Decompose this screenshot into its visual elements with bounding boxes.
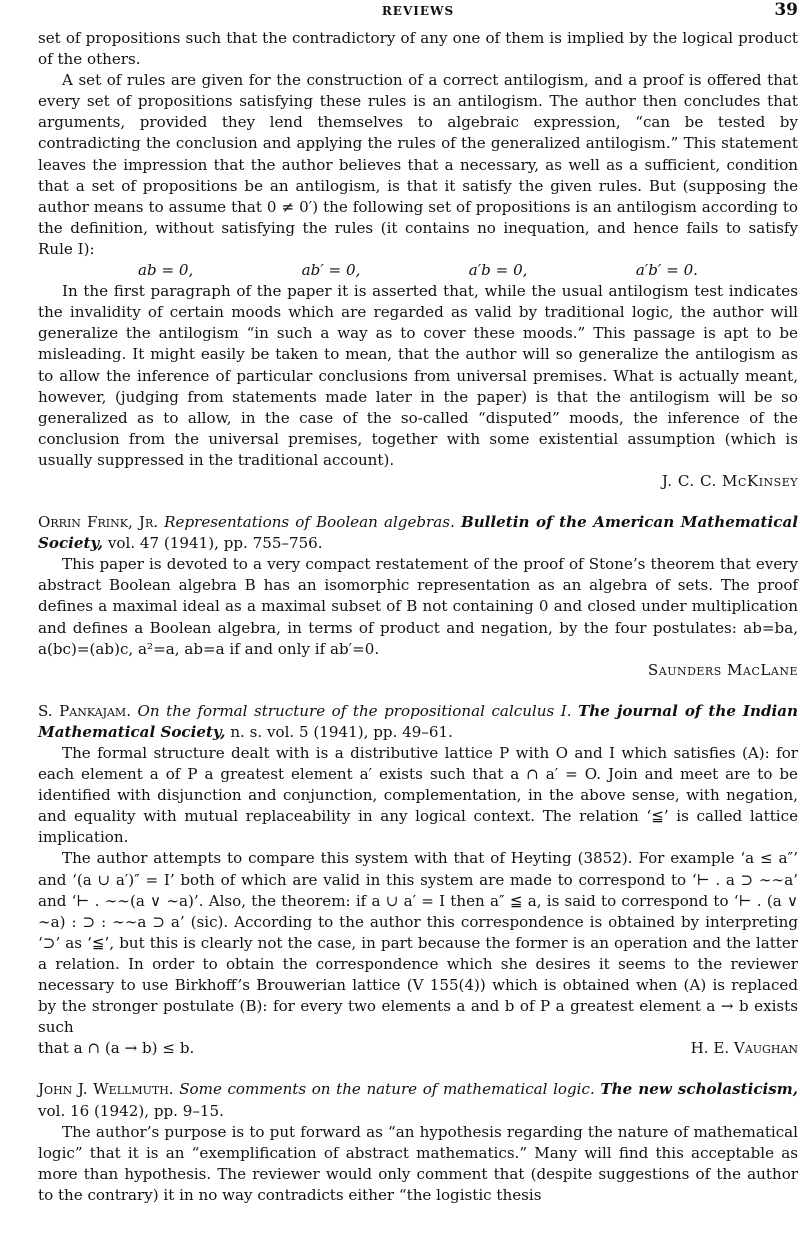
review-journal: The journal of the Indian Mathematical Society, — [38, 701, 798, 741]
review-author: Orrin Frink, Jr. — [38, 513, 159, 532]
formula-row — [38, 260, 798, 281]
formula: a′b′ = 0. — [635, 261, 698, 280]
review-mckinsey — [38, 28, 798, 492]
formula: ab′ = 0, — [301, 261, 361, 280]
review-pankajam — [38, 701, 798, 1060]
page-header — [38, 0, 798, 28]
review-frink — [38, 512, 798, 681]
running-head: REVIEWS — [381, 4, 455, 18]
closing-text: that a ∩ (a → b) ≤ b. — [38, 1039, 195, 1058]
review-citation — [38, 701, 798, 743]
review-author: S. Pankajam. — [38, 701, 131, 720]
paragraph: This paper is devoted to a very compact restatement of the proof of Stone’s theorem that every abstract Boolean algebra B has an isomorphic representation as an algebra of sets. The proof defines a maximal ideal as a maximal subset of B not containing 0 and closed under multiplication and defines a Boolean algebra, in terms of product and negation, by the four postulates: ab=ba, a(bc)=(ab)c, a²=a, ab=a if and only if ab′=0. — [38, 555, 798, 658]
paragraph: set of propositions such that the contradictory of any one of them is implied by the logical product of the others. — [38, 29, 798, 69]
review-citation — [38, 512, 798, 554]
review-volume: vol. 16 (1942), pp. 9–15. — [38, 1101, 224, 1120]
page — [38, 0, 798, 1206]
closing-line — [38, 1038, 798, 1059]
review-citation — [38, 1079, 798, 1121]
review-volume: vol. 47 (1941), pp. 755–756. — [107, 534, 323, 553]
page-number: 39 — [774, 0, 798, 20]
paragraph: The formal structure dealt with is a distributive lattice P with O and I which satisfies (A): for each element a of P a greatest element a′ exists such that a ∩ a′ = O. Join and meet are to be identified with disjunction and conjunction, complementation, in the above sense, with negation, and equality with mutual replaceability in any logical context. The relation ‘≦’ is called lattice implication. — [38, 744, 798, 847]
review-volume: n. s. vol. 5 (1941), pp. 49–61. — [230, 722, 453, 741]
paragraph: The author attempts to compare this system with that of Heyting (3852). For example ‘a ≤ a″’ and ‘(a ∪ a′)″ = I’ both of which are valid in this system are made to correspond to ‘⊢ . a ⊃ ∼∼a’ and ‘⊢ . ∼∼(a ∨ ∼a)’. Also, the theorem: if a ∪ a′ = I then a″ ≦ a, is said to correspond to ‘⊢ . (a ∨ ∼a) : ⊃ : ∼∼a ⊃ a’ (sic). According to the author this correspondence is obtained by interpreting ‘⊃’ as ‘≦’, but this is clearly not the case, in part because the former is an operation and the latter a relation. In order to obtain the correspondence which she desires it seems to the reviewer necessary to use Birkhoff’s Brouwerian lattice (V 155(4)) which is obtained when (A) is replaced by the stronger postulate (B): for every two elements a and b of P a greatest element a → b exists such — [38, 849, 798, 1037]
review-journal: The new scholasticism, — [600, 1080, 798, 1099]
paragraph: In the first paragraph of the paper it is asserted that, while the usual antilogism test indicates the invalidity of certain moods which are regarded as valid by traditional logic, the author will generalize the antilogism “in such a way as to cover these moods.” This passage is apt to be misleading. It might easily be taken to mean, that the author will so generalize the antilogism as to allow the inference of particular conclusions from universal premises. What is actually meant, however, (judging from statements made later in the paper) is that the antilogism will be so generalized as to allow, in the case of the so-called “disputed” moods, the inference of the conclusion from the universal premises, together with some existential assumption (which is usually suppressed in the traditional account). — [38, 282, 798, 469]
reviewer-signature: H. E. Vaughan — [690, 1039, 798, 1058]
reviewer-signature: Saunders MacLane — [647, 660, 798, 679]
formula: ab = 0, — [138, 261, 194, 280]
paragraph: A set of rules are given for the construction of a correct antilogism, and a proof is offered that every set of propositions satisfying these rules is an antilogism. The author then concludes that arguments, provided they lend themselves to algebraic expression, “can be tested by contradicting the conclusion and applying the rules of the generalized antilogism.” This statement leaves the impression that the author believes that a necessary, as well as a sufficient, condition that a set of propositions be an antilogism, is that it satisfy the given rules. But (supposing the author means to assume that 0 ≠ 0′) the following set of propositions is an antilogism according to the definition, without satisfying the rules (it contains no inequation, and hence fails to satisfy Rule I): — [38, 71, 798, 258]
review-wellmuth — [38, 1079, 798, 1206]
formula: a′b = 0, — [468, 261, 528, 280]
review-title: On the formal structure of the propositional calculus I. — [137, 701, 572, 720]
reviewer-signature: J. C. C. McKinsey — [661, 471, 798, 490]
review-journal: Bulletin of the American Mathematical Society, — [38, 513, 798, 553]
review-title: Representations of Boolean algebras. — [164, 513, 455, 532]
review-title: Some comments on the nature of mathematical logic. — [179, 1080, 595, 1099]
paragraph: The author’s purpose is to put forward as “an hypothesis regarding the nature of mathematical logic” that it is an “exemplification of abstract mathematics.” Many will find this acceptable as more than hypothesis. The reviewer would only comment that (despite suggestions of the author to the contrary) it in no way contradicts either “the logistic thesis — [38, 1122, 798, 1204]
review-author: John J. Wellmuth. — [38, 1080, 174, 1099]
